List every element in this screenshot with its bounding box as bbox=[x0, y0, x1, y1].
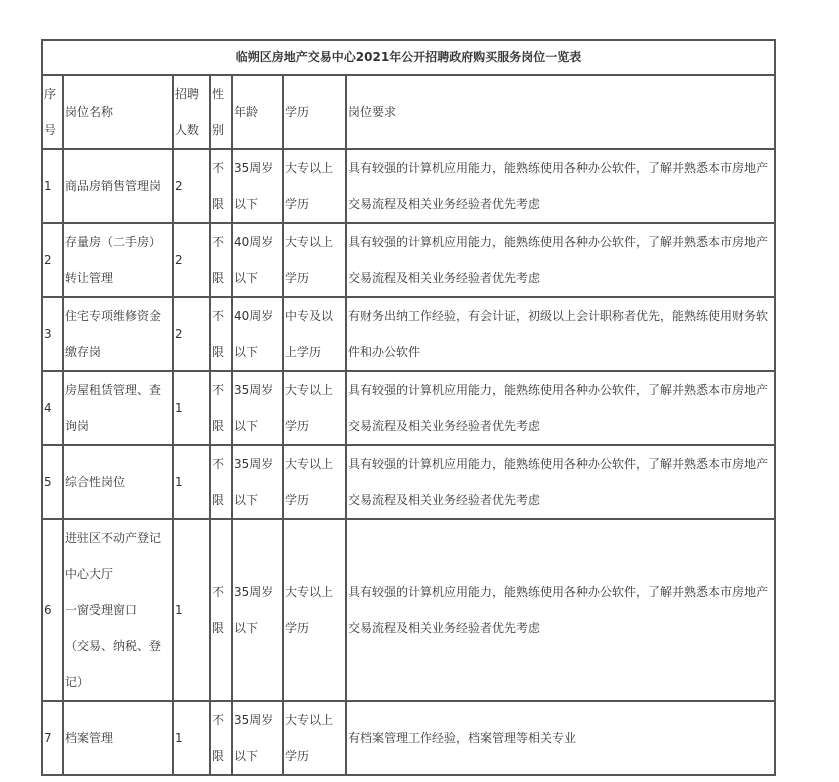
table-cell: 35周岁以下 bbox=[232, 519, 283, 701]
table-cell: 1 bbox=[173, 445, 210, 519]
column-header: 岗位要求 bbox=[346, 75, 775, 149]
table-cell: 1 bbox=[173, 701, 210, 775]
table-cell: 具有较强的计算机应用能力，能熟练使用各种办公软件，了解并熟悉本市房地产交易流程及相关业务经验者优先考虑 bbox=[346, 371, 775, 445]
table-cell: 2 bbox=[42, 223, 63, 297]
table-cell: 大专以上学历 bbox=[283, 149, 346, 223]
table-row bbox=[42, 297, 775, 371]
column-header: 招聘人数 bbox=[173, 75, 210, 149]
table-title: 临朔区房地产交易中心2021年公开招聘政府购买服务岗位一览表 bbox=[42, 40, 775, 75]
table-cell: 2 bbox=[173, 223, 210, 297]
table-cell: 2 bbox=[173, 297, 210, 371]
table-cell: 中专及以上学历 bbox=[283, 297, 346, 371]
table-row bbox=[42, 371, 775, 445]
table-cell: 具有较强的计算机应用能力，能熟练使用各种办公软件，了解并熟悉本市房地产交易流程及相关业务经验者优先考虑 bbox=[346, 445, 775, 519]
table-cell: 35周岁以下 bbox=[232, 445, 283, 519]
table-cell: 不限 bbox=[210, 149, 232, 223]
column-header: 年龄 bbox=[232, 75, 283, 149]
header-row bbox=[42, 75, 775, 149]
table-cell: 不限 bbox=[210, 445, 232, 519]
table-cell: 大专以上学历 bbox=[283, 223, 346, 297]
table-cell: 6 bbox=[42, 519, 63, 701]
table-cell: 3 bbox=[42, 297, 63, 371]
table-cell: 不限 bbox=[210, 297, 232, 371]
table-cell: 不限 bbox=[210, 371, 232, 445]
table-cell: 有档案管理工作经验，档案管理等相关专业 bbox=[346, 701, 775, 775]
table-cell: 1 bbox=[173, 371, 210, 445]
table-cell: 4 bbox=[42, 371, 63, 445]
column-header: 序号 bbox=[42, 75, 63, 149]
table-cell: 大专以上学历 bbox=[283, 519, 346, 701]
column-header: 学历 bbox=[283, 75, 346, 149]
table-cell: 住宅专项维修资金缴存岗 bbox=[63, 297, 173, 371]
table-cell: 35周岁以下 bbox=[232, 701, 283, 775]
table-row bbox=[42, 149, 775, 223]
positions-table bbox=[41, 39, 776, 776]
table-cell: 大专以上学历 bbox=[283, 371, 346, 445]
table-cell: 2 bbox=[173, 149, 210, 223]
table-cell: 1 bbox=[42, 149, 63, 223]
table-cell: 大专以上学历 bbox=[283, 701, 346, 775]
table-cell: 具有较强的计算机应用能力，能熟练使用各种办公软件，了解并熟悉本市房地产交易流程及相关业务经验者优先考虑 bbox=[346, 519, 775, 701]
table-cell: 有财务出纳工作经验，有会计证，初级以上会计职称者优先，能熟练使用财务软件和办公软件 bbox=[346, 297, 775, 371]
table-cell: 不限 bbox=[210, 519, 232, 701]
table-cell: 具有较强的计算机应用能力，能熟练使用各种办公软件，了解并熟悉本市房地产交易流程及相关业务经验者优先考虑 bbox=[346, 223, 775, 297]
column-header: 性别 bbox=[210, 75, 232, 149]
table-cell: 商品房销售管理岗 bbox=[63, 149, 173, 223]
table-cell: 档案管理 bbox=[63, 701, 173, 775]
table-cell: 不限 bbox=[210, 223, 232, 297]
table-row bbox=[42, 701, 775, 775]
table-cell: 7 bbox=[42, 701, 63, 775]
table-cell: 35周岁以下 bbox=[232, 149, 283, 223]
table-row bbox=[42, 519, 775, 701]
table-row bbox=[42, 445, 775, 519]
column-header: 岗位名称 bbox=[63, 75, 173, 149]
table-cell: 房屋租赁管理、查询岗 bbox=[63, 371, 173, 445]
table-cell: 大专以上学历 bbox=[283, 445, 346, 519]
table-cell: 存量房（二手房）转让管理 bbox=[63, 223, 173, 297]
table-cell: 1 bbox=[173, 519, 210, 701]
table-cell: 不限 bbox=[210, 701, 232, 775]
table-cell: 40周岁以下 bbox=[232, 297, 283, 371]
table-cell: 40周岁以下 bbox=[232, 223, 283, 297]
table-cell: 35周岁以下 bbox=[232, 371, 283, 445]
table-cell: 进驻区不动产登记中心大厅 一窗受理窗口 （交易、纳税、登记） bbox=[63, 519, 173, 701]
table-cell: 综合性岗位 bbox=[63, 445, 173, 519]
table-row bbox=[42, 223, 775, 297]
table-cell: 具有较强的计算机应用能力，能熟练使用各种办公软件，了解并熟悉本市房地产交易流程及相关业务经验者优先考虑 bbox=[346, 149, 775, 223]
table-cell: 5 bbox=[42, 445, 63, 519]
